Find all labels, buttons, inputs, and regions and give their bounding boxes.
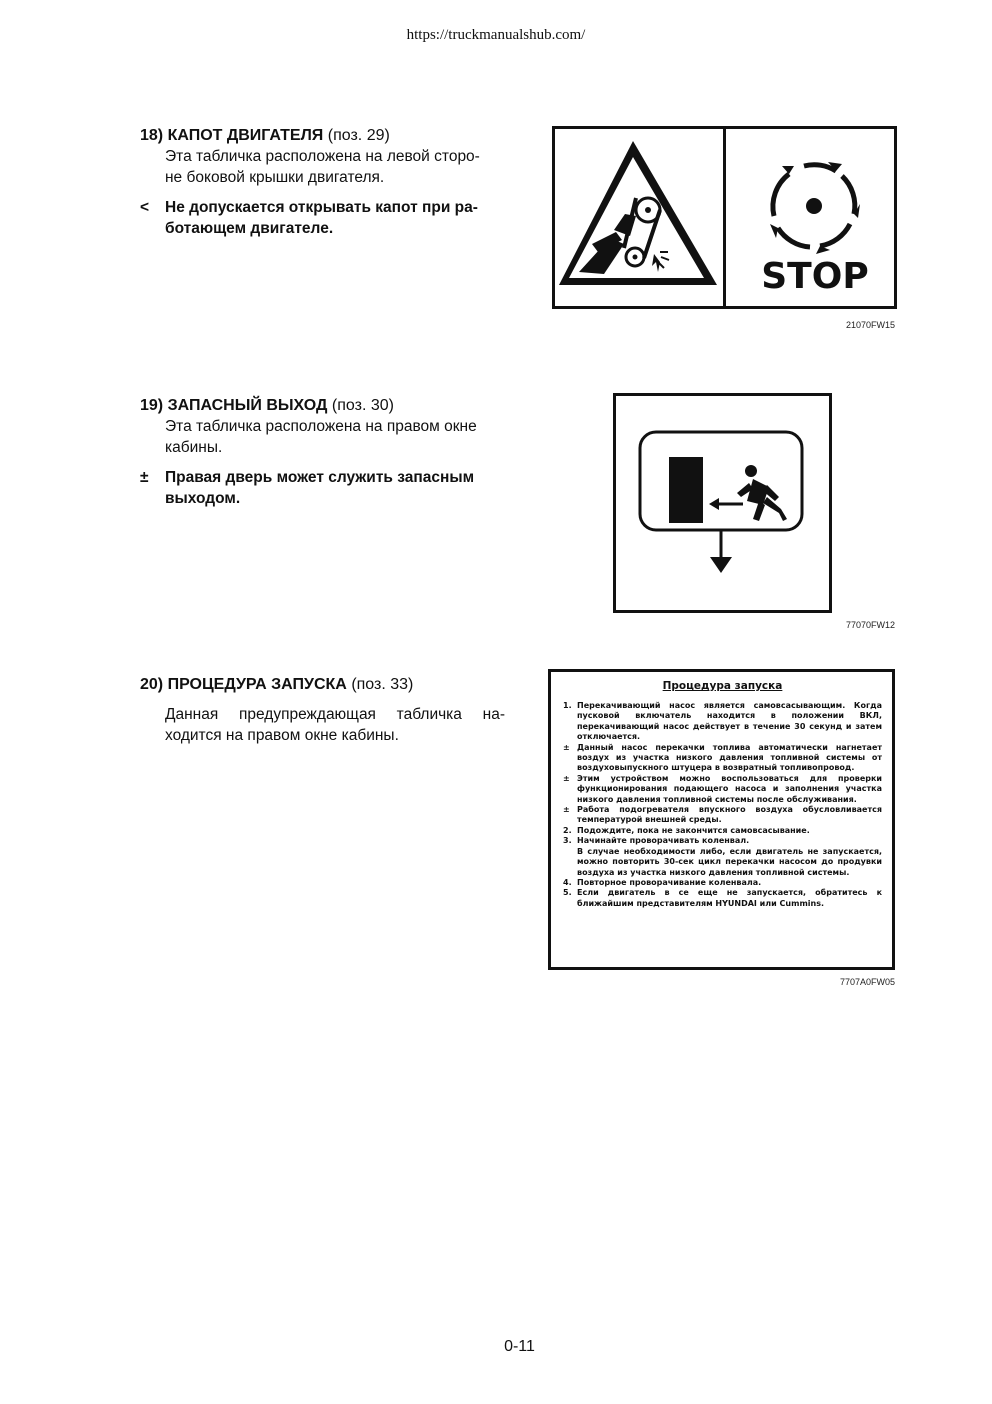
description-line: Данная предупреждающая табличка на-: [165, 706, 505, 723]
item-marker: 3.: [563, 836, 572, 846]
item-text: Перекачивающий насос является самовсасывающим. Когда пусковой включатель находится в положении ВКЛ, перекачивающий насос действует в течение 30 секунд и затем отключается.: [577, 701, 882, 742]
figure-code: 21070FW15: [845, 320, 895, 330]
warning-note: [140, 197, 510, 239]
item-text: Повторное проворачивание коленвала.: [577, 877, 762, 887]
door-icon: [669, 457, 703, 523]
item-marker: ±: [563, 742, 570, 752]
item-text: В случае необходимости либо, если двигатель не запускается, можно повторить 30-сек цикл перекачки насосом до продувки воздуха из участка низкого давления топливной системы.: [577, 846, 882, 877]
section-title: ЗАПАСНЫЙ ВЫХОД: [167, 397, 328, 414]
section-heading: [140, 125, 510, 146]
description-line: Эта табличка расположена на левой сторо-: [165, 148, 480, 165]
section-heading: [140, 674, 510, 695]
section-ref: (поз. 33): [351, 676, 414, 693]
item-text: Данный насос перекачки топлива автоматически нагнетает воздух из участка низкого давления топливной системы от воздуховыпускного штуцера в возвратный топливопровод.: [577, 742, 882, 773]
warning-note: [140, 467, 510, 509]
section-number: 18): [140, 127, 164, 144]
description-line: ходится на правом окне кабины.: [165, 727, 399, 744]
section-number: 20): [140, 676, 164, 693]
plate-item: [563, 805, 882, 826]
plate-item: [563, 743, 882, 774]
warning-line: выходом.: [165, 490, 241, 507]
warning-line: Не допускается открывать капот при ра-: [165, 199, 478, 216]
section-description: [165, 146, 510, 188]
warning-symbol: ±: [140, 469, 149, 486]
plate-title: Процедура запуска: [662, 680, 783, 692]
item-text: Работа подогревателя впускного воздуха обусловливается температурой внешней среды.: [577, 805, 882, 825]
description-line: кабины.: [165, 439, 223, 456]
item-marker: ±: [563, 773, 570, 783]
plate-item: [563, 826, 882, 836]
figure-code: 77070FW12: [845, 620, 895, 630]
description-line: Эта табличка расположена на правом окне: [165, 418, 477, 435]
section-title: ПРОЦЕДУРА ЗАПУСКА: [167, 676, 347, 693]
section-start-procedure: [140, 674, 510, 746]
plate-item: [563, 888, 882, 909]
item-marker: 4.: [563, 877, 572, 887]
plate-item: [563, 836, 882, 846]
section-number: 19): [140, 397, 164, 414]
item-text: Начинайте проворачивать коленвал.: [577, 836, 750, 846]
page-number: 0-11: [504, 1338, 535, 1355]
section-engine-hood: [140, 125, 510, 239]
description-line: не боковой крышки двигателя.: [165, 169, 385, 186]
section-heading: [140, 395, 510, 416]
warning-symbol: <: [140, 199, 150, 216]
item-marker: 1.: [563, 701, 572, 710]
engine-hood-warning-sign: [552, 126, 897, 309]
emergency-exit-sign: [613, 393, 832, 613]
source-url[interactable]: https://truckmanualshub.com/: [406, 27, 586, 43]
item-marker: ±: [563, 805, 570, 815]
figure-code: 7707A0FW05: [839, 977, 895, 987]
plate-item: [563, 701, 882, 743]
item-marker: 5.: [563, 888, 572, 898]
section-emergency-exit: [140, 395, 510, 509]
item-text: Если двигатель в се еще не запускается, обратитесь к ближайшим представителям HYUNDAI или Cummins.: [577, 888, 882, 908]
item-text: Подождите, пока не закончится самовсасывание.: [577, 825, 810, 835]
section-description: [165, 704, 505, 746]
warning-line: ботающем двигателе.: [165, 220, 334, 237]
item-marker: 2.: [563, 825, 572, 835]
item-text: Этим устройством можно воспользоваться для проверки функционирования подающего насоса и заполнения участка низкого давления топливной системы после обслуживания.: [577, 773, 882, 804]
section-description: [165, 416, 510, 458]
warning-line: Правая дверь может служить запасным: [165, 469, 475, 486]
plate-item: [563, 847, 882, 878]
plate-item: [563, 878, 882, 888]
plate-item: [563, 774, 882, 805]
section-ref: (поз. 30): [331, 397, 394, 414]
start-procedure-plate: [548, 669, 895, 970]
section-ref: (поз. 29): [327, 127, 390, 144]
stop-label: STOP: [761, 256, 869, 297]
section-title: КАПОТ ДВИГАТЕЛЯ: [167, 127, 324, 144]
